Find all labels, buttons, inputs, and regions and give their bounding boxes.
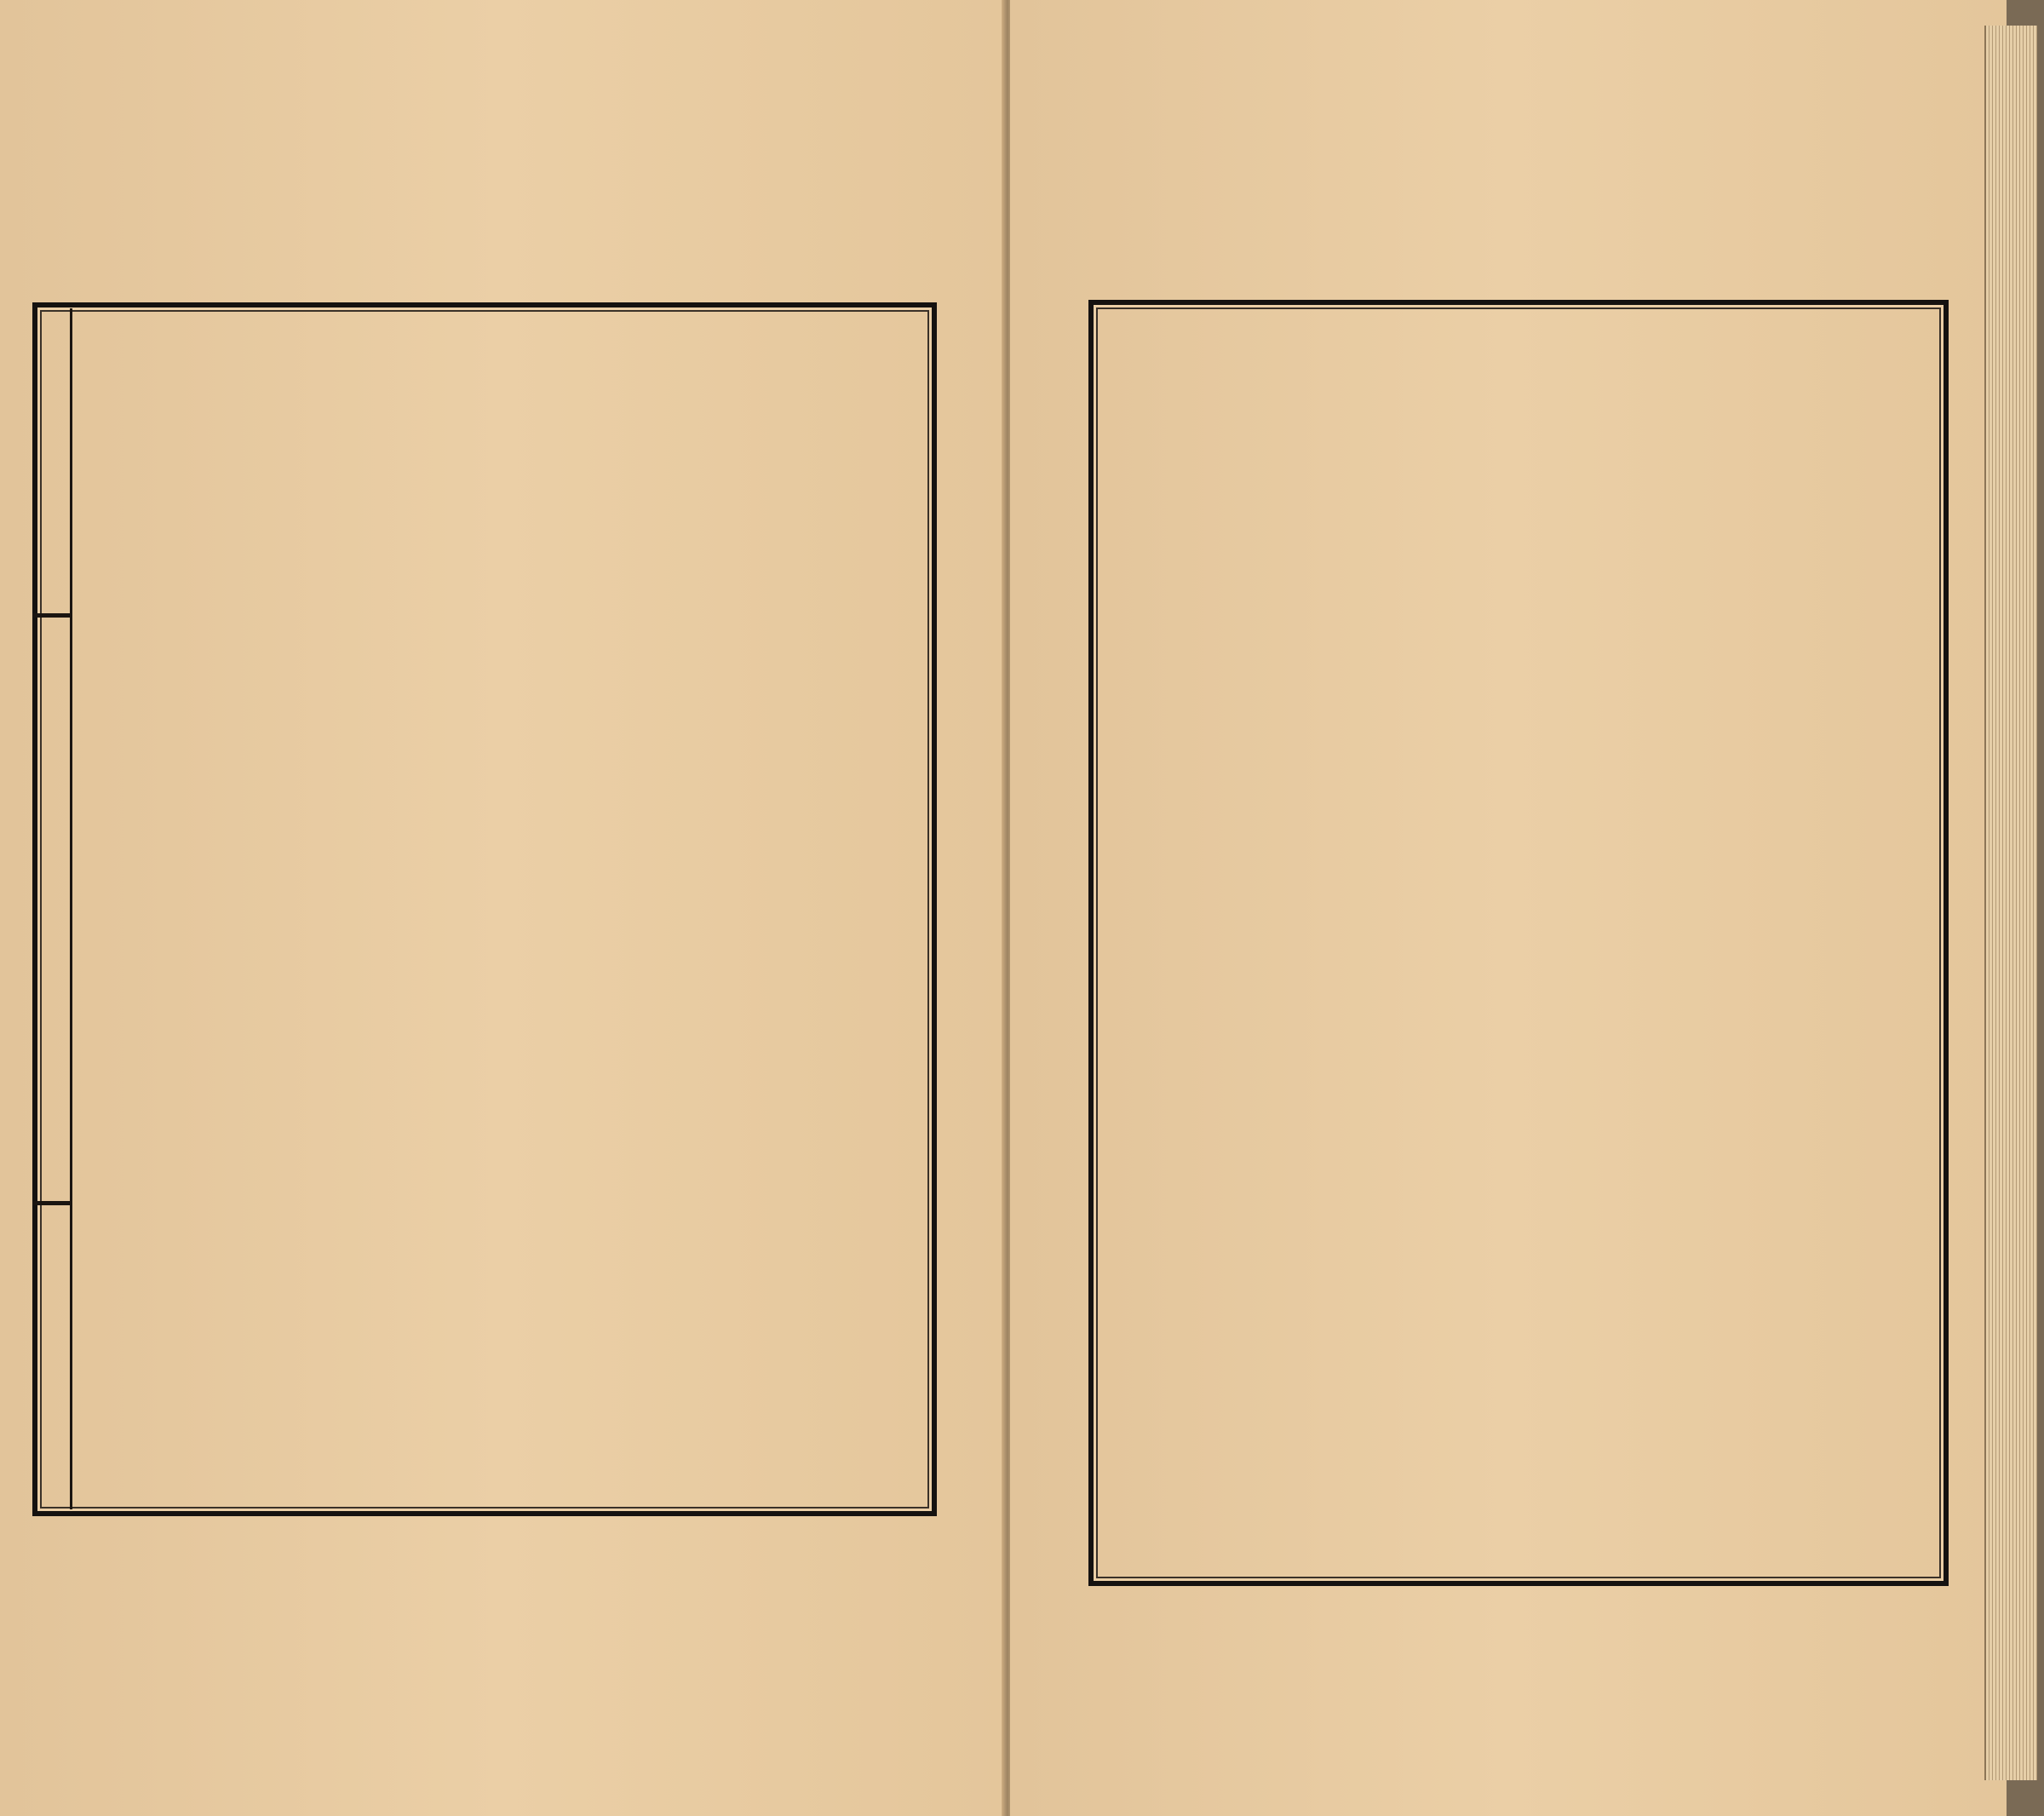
gutter-line-inner — [70, 308, 72, 1509]
gutter-fishtail-bottom — [32, 1201, 72, 1205]
right-text-frame — [1088, 300, 1949, 1586]
left-text-frame — [32, 302, 937, 1516]
page-edges — [1984, 26, 2037, 1780]
gutter-fishtail-top — [32, 613, 72, 618]
